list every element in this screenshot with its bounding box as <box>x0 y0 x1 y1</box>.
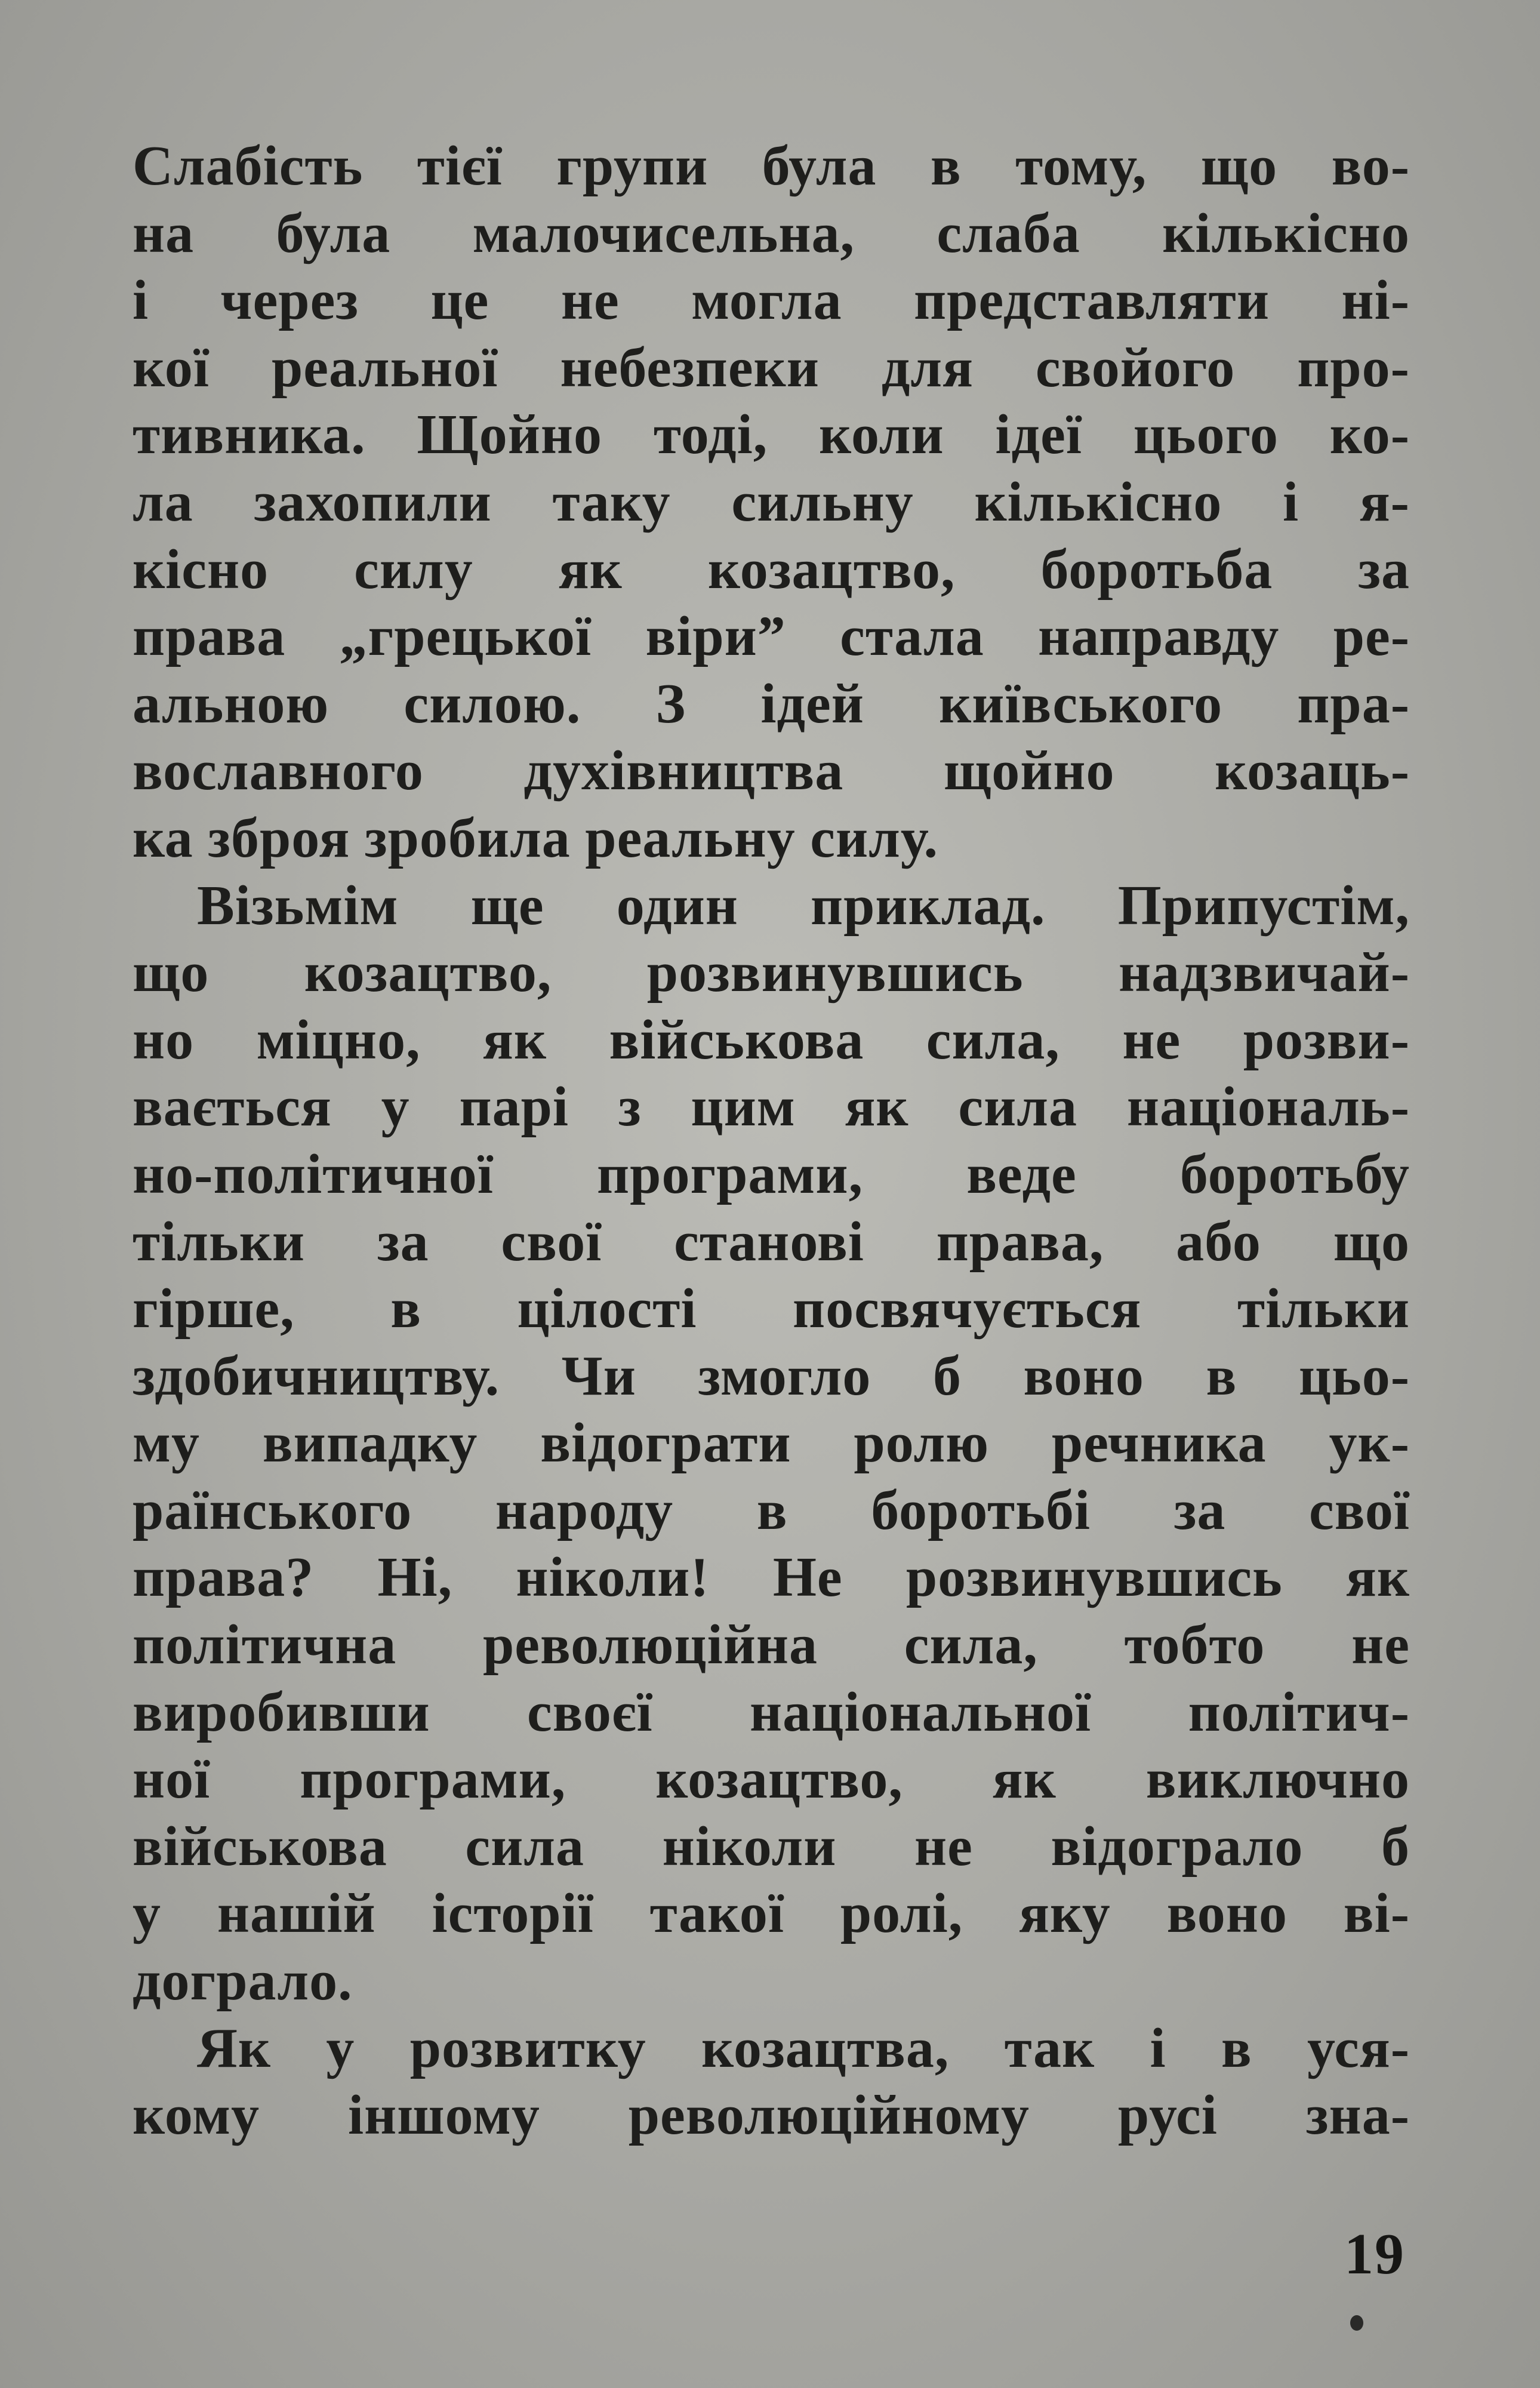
text-line: Візьмім ще один приклад. Припустім, <box>197 874 1410 937</box>
text-line: Як у розвитку козацтва, так і в уся- <box>197 2017 1410 2079</box>
text-line: і через це не могла представляти ні- <box>133 269 1410 332</box>
text-line: но-політичної програми, веде боротьбу <box>133 1143 1410 1205</box>
text-line: у нашій історії такої ролі, яку воно ві- <box>133 1882 1410 1945</box>
ink-speck <box>1350 2315 1363 2331</box>
text-line: раїнського народу в боротьбі за свої <box>133 1479 1410 1541</box>
body-text <box>133 133 1410 2149</box>
text-line: вається у парі з цим як сила національ- <box>133 1076 1410 1138</box>
paragraph-1 <box>133 133 1410 872</box>
text-line: здобичництву. Чи змогло б воно в цьо- <box>133 1344 1410 1407</box>
text-line: тивника. Щойно тоді, коли ідеї цього ко- <box>133 404 1410 466</box>
text-line: виробивши своєї національної політич- <box>133 1681 1410 1743</box>
text-line: що козацтво, розвинувшись надзвичай- <box>133 941 1410 1004</box>
text-line: права „грецької віри” стала направду ре- <box>133 605 1410 668</box>
text-line: кої реальної небезпеки для свойого про- <box>133 336 1410 399</box>
text-line: тільки за свої станові права, або що <box>133 1210 1410 1273</box>
text-line: вославного духівництва щойно козаць- <box>133 740 1410 802</box>
text-line: права? Ні, ніколи! Не розвинувшись як <box>133 1546 1410 1609</box>
text-line: альною силою. З ідей київського пра- <box>133 672 1410 735</box>
text-line: військова сила ніколи не відограло б <box>133 1815 1410 1878</box>
text-line: ної програми, козацтво, як виключно <box>133 1748 1410 1811</box>
text-line: кісно силу як козацтво, боротьба за <box>133 538 1410 601</box>
page-number: 19 <box>1344 2222 1405 2287</box>
text-line: дограло. <box>133 1950 353 2012</box>
text-line: гірше, в цілості посвячується тільки <box>133 1278 1410 1340</box>
text-line: на була малочисельна, слаба кількісно <box>133 202 1410 264</box>
text-line: кому іншому революційному русі зна- <box>133 2084 1410 2147</box>
text-line: му випадку відограти ролю речника ук- <box>133 1412 1410 1475</box>
text-line: но міцно, як військова сила, не розви- <box>133 1008 1410 1071</box>
text-line: ла захопили таку сильну кількісно і я- <box>133 470 1410 533</box>
text-line: Слабість тієї групи була в тому, що во- <box>133 135 1410 197</box>
paragraph-2 <box>133 872 1410 2015</box>
text-line: ка зброя зробила реальну силу. <box>133 807 938 869</box>
paragraph-3 <box>133 2015 1410 2149</box>
text-line: політична революційна сила, тобто не <box>133 1614 1410 1676</box>
